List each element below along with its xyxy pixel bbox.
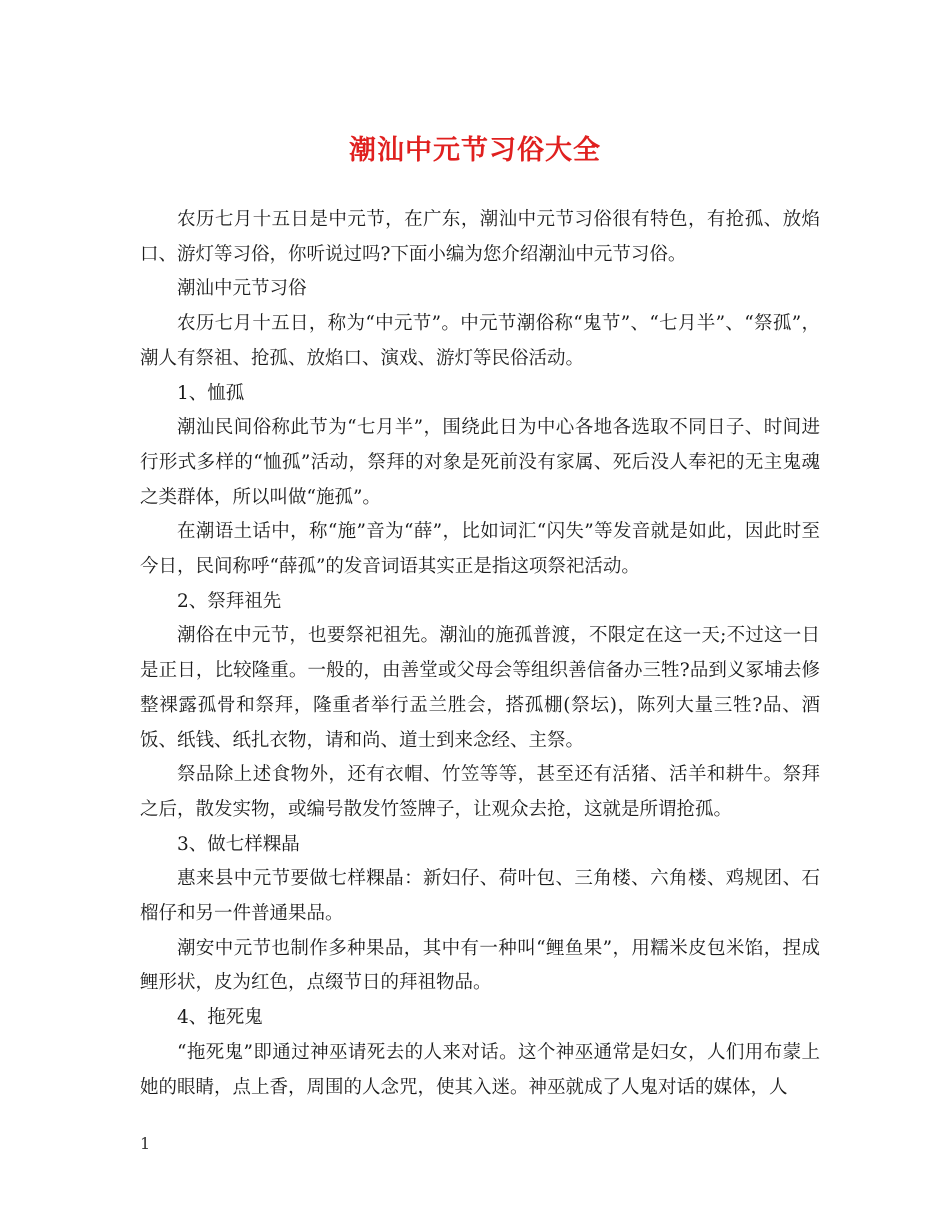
section-heading-1: 1、恤孤 bbox=[177, 382, 245, 404]
section-heading-customs: 潮汕中元节习俗 bbox=[177, 278, 307, 300]
paragraph-tuosigui: “拖死鬼”即通过神巫请死去的人来对话。这个神巫通常是妇女，人们用布蒙上她的眼睛，点上香，周围的人念咒，使其入迷。神巫就成了人鬼对话的媒体，人 bbox=[140, 1041, 820, 1098]
section-heading-2: 2、祭拜祖先 bbox=[177, 590, 282, 612]
section-heading-4: 4、拖死鬼 bbox=[177, 1007, 263, 1029]
paragraph-huilai: 惠来县中元节要做七样粿晶：新妇仔、荷叶包、三角楼、六角楼、鸡规团、石榴仔和另一件普通果品。 bbox=[140, 868, 820, 925]
paragraph-offerings: 祭品除上述食物外，还有衣帽、竹笠等等，甚至还有活猪、活羊和耕牛。祭拜之后，散发实物，或编号散发竹签牌子，让观众去抢，这就是所谓抢孤。 bbox=[140, 764, 820, 820]
paragraph-ancestors: 潮俗在中元节，也要祭祀祖先。潮汕的施孤普渡，不限定在这一天;不过这一日是正日，比较隆重。一般的，由善堂或父母会等组织善信备办三牲?品到义冢埔去修整裸露孤骨和祭拜，隆重者举行盂兰胜会，搭孤棚(祭坛)，陈列大量三牲?品、酒饭、纸钱、纸扎衣物，请和尚、道士到来念经、主祭。 bbox=[140, 625, 820, 751]
paragraph-intro: 农历七月十五日是中元节，在广东，潮汕中元节习俗很有特色，有抢孤、放焰口、游灯等习俗，你听说过吗?下面小编为您介绍潮汕中元节习俗。 bbox=[140, 209, 820, 265]
section-heading-3: 3、做七样粿晶 bbox=[177, 833, 300, 855]
document-body bbox=[140, 203, 820, 1105]
page-title: 潮汕中元节习俗大全 bbox=[349, 135, 601, 166]
paragraph-pronunciation: 在潮语土话中，称“施”音为“薛”，比如词汇“闪失”等发音就是如此，因此时至今日，民间称呼“薛孤”的发音词语其实正是指这项祭祀活动。 bbox=[140, 521, 820, 578]
paragraph-chaoan: 潮安中元节也制作多种果品，其中有一种叫“鲤鱼果”，用糯米皮包米馅，捏成鲤形状，皮为红色，点缀节日的拜祖物品。 bbox=[140, 937, 820, 994]
paragraph-xugu: 潮汕民间俗称此节为“七月半”，围绕此日为中心各地各选取不同日子、时间进行形式多样的“恤孤”活动，祭拜的对象是死前没有家属、死后没人奉祀的无主鬼魂之类群体，所以叫做“施孤”。 bbox=[140, 417, 820, 508]
page-number: 1 bbox=[140, 1134, 151, 1153]
paragraph-overview: 农历七月十五日，称为“中元节”。中元节潮俗称“鬼节”、“七月半”、“祭孤”，潮人有祭祖、抢孤、放焰口、演戏、游灯等民俗活动。 bbox=[140, 313, 820, 369]
